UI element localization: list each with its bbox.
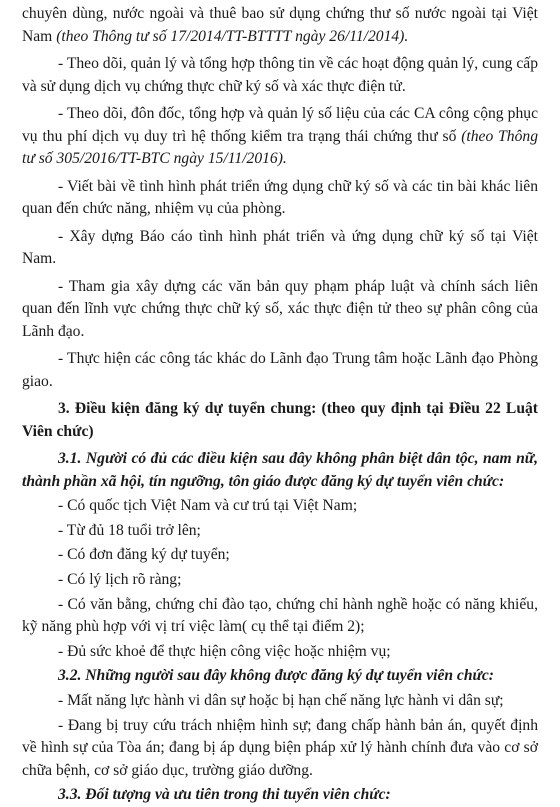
paragraph-text: - Theo dõi, đôn đốc, tổng hợp và quản lý số liệu của các CA công cộng phục vụ thu phí dịch vụ duy trì hệ thống kiểm tra trạng thái chứng thư số xyxy=(22,104,538,145)
paragraph-write-articles: - Viết bài về tình hình phát triển ứng dụng chữ ký số và các tin bài khác liên quan đến chức năng, nhiệm vụ của phòng. xyxy=(22,177,538,218)
section-heading-3: 3. Điều kiện đăng ký dự tuyển chung: (theo quy định tại Điều 22 Luật Viên chức) xyxy=(22,400,538,440)
subsection-heading-3-1: 3.1. Người có đủ các điều kiện sau đây không phân biệt dân tộc, nam nữ, thành phần xã hội, tín ngưỡng, tôn giáo được đăng ký dự tuyển viên chức: xyxy=(22,450,538,490)
legal-reference: (theo Thông tư số 17/2014/TT-BTTTT ngày 26/11/2014). xyxy=(56,27,409,45)
list-item: - Từ đủ 18 tuổi trở lên; xyxy=(58,521,201,539)
list-item: - Có lý lịch rõ ràng; xyxy=(58,571,182,589)
paragraph-text: chuyên dùng, nước ngoài và thuê bao sử dụng chứng thư số nước ngoài tại Việt Nam xyxy=(22,5,538,45)
paragraph-other-tasks: - Thực hiện các công tác khác do Lãnh đạo Trung tâm hoặc Lãnh đạo Phòng giao. xyxy=(22,350,538,390)
list-item: - Có văn bằng, chứng chỉ đào tạo, chứng chỉ hành nghề hoặc có năng khiếu, kỹ năng phù hợp với vị trí việc làm( cụ thể tại điểm 2); xyxy=(22,595,538,636)
list-item: - Đủ sức khoẻ để thực hiện công việc hoặc nhiệm vụ; xyxy=(58,642,391,660)
paragraph-legal-documents: - Tham gia xây dựng các văn bản quy phạm pháp luật và chính sách liên quan đến lĩnh vực chứng thực chữ ký số, xác thực điện tử theo sự phân công của Lãnh đạo. xyxy=(22,277,538,340)
paragraph-foreign-subscribers xyxy=(22,3,538,48)
list-item: - Mất năng lực hành vi dân sự hoặc bị hạn chế năng lực hành vi dân sự; xyxy=(58,692,504,709)
paragraph-ca-statistics xyxy=(22,103,538,171)
list-item: - Có đơn đăng ký dự tuyển; xyxy=(58,546,230,564)
legal-reference: (theo Thông tư số 305/2016/TT-BTC ngày 15/11/2016). xyxy=(22,127,538,168)
paragraph-build-report: - Xây dựng Báo cáo tình hình phát triển và ứng dụng chữ ký số tại Việt Nam. xyxy=(22,227,538,268)
subsection-heading-3-3: 3.3. Đối tượng và ưu tiên trong thi tuyển viên chức: xyxy=(58,786,391,804)
paragraph-monitor-management: - Theo dõi, quản lý và tổng hợp thông tin về các hoạt động quản lý, cung cấp và sử dụng dịch vụ chứng thực chữ ký số và xác thực điện tử. xyxy=(22,54,538,95)
subsection-heading-3-2: 3.2. Những người sau đây không được đăng ký dự tuyển viên chức: xyxy=(58,667,494,685)
list-item: - Đang bị truy cứu trách nhiệm hình sự; đang chấp hành bản án, quyết định về hình sự của Tòa án; đang bị áp dụng biện pháp xử lý hành chính đưa vào cơ sở chữa bệnh, cơ sở giáo dục, trường giáo dưỡng. xyxy=(22,716,538,779)
list-item: - Có quốc tịch Việt Nam và cư trú tại Việt Nam; xyxy=(58,497,358,515)
